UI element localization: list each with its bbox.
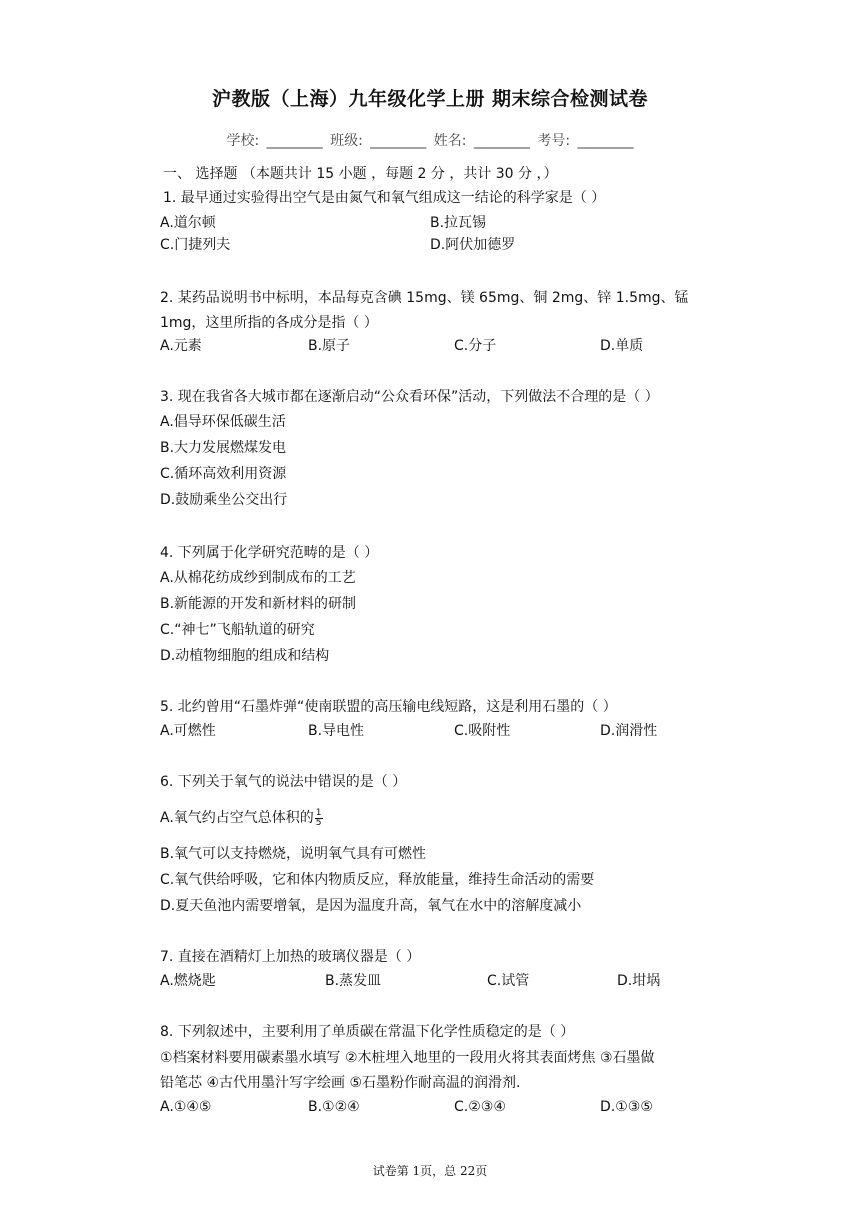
question-1-option-a: A.道尔顿 [160,215,216,231]
student-info-line: 学校: ________ 班级: ________ 姓名: ________ 考号: ________ [226,133,634,149]
question-2-option-c: C.分子 [454,338,497,354]
question-8-option-b: B.①②④ [308,1099,360,1115]
question-4-option-a: A.从棉花纺成纱到制成布的工艺 [160,570,356,586]
question-7-option-b: B.蒸发皿 [325,973,382,989]
question-4-stem: 4. 下列属于化学研究范畴的是（ ） [160,545,379,561]
question-6-option-b: B.氧气可以支持燃烧，说明氧气具有可燃性 [160,846,427,862]
question-6-stem: 6. 下列关于氧气的说法中错误的是（ ） [160,774,407,790]
question-5-option-a: A.可燃性 [160,723,216,739]
section-heading: 一、 选择题 （本题共计 15 小题 ，每题 2 分 ，共计 30 分 ，） [163,166,558,182]
question-1-stem: 1. 最早通过实验得出空气是由氮气和氧气组成这一结论的科学家是（ ） [163,190,606,206]
question-8-option-a: A.①④⑤ [160,1099,212,1115]
fraction-numerator: 1 [315,807,322,818]
question-3-option-c: C.循环高效利用资源 [160,466,287,482]
question-2-option-a: A.元素 [160,338,202,354]
question-3-option-b: B.大力发展燃煤发电 [160,440,287,456]
exam-title: 沪教版（上海）九年级化学上册 期末综合检测试卷 [211,88,649,110]
question-7-option-d: D.坩埚 [617,973,661,989]
question-2-option-d: D.单质 [600,338,644,354]
question-5-option-c: C.吸附性 [454,723,511,739]
question-1-option-c: C.门捷列夫 [160,237,231,253]
question-7-option-a: A.燃烧匙 [160,973,216,989]
question-6-option-c: C.氧气供给呼吸，它和体内物质反应，释放能量，维持生命活动的需要 [160,872,595,888]
question-4-option-c: C.“神七”飞船轨道的研究 [160,622,315,638]
question-5-stem: 5. 北约曾用“石墨炸弹“使南联盟的高压输电线短路，这是利用石墨的（ ） [160,699,617,715]
question-3-option-a: A.倡导环保低碳生活 [160,414,286,430]
question-8-option-c: C.②③④ [454,1099,506,1115]
question-1-option-b: B.拉瓦锡 [430,215,487,231]
question-7-option-c: C.试管 [487,973,530,989]
question-2-option-b: B.原子 [308,338,351,354]
question-3-option-d: D.鼓励乘坐公交出行 [160,492,288,508]
question-6-option-a [160,808,323,828]
fraction-denominator: 5 [315,817,322,828]
question-1-option-d: D.阿伏加德罗 [430,237,516,253]
question-4-option-b: B.新能源的开发和新材料的研制 [160,596,357,612]
fraction-one-fifth [315,809,323,828]
question-5-option-d: D.润滑性 [600,723,658,739]
question-4-option-d: D.动植物细胞的组成和结构 [160,648,330,664]
question-8-statements-line1: ①档案材料要用碳素墨水填写 ②木桩埋入地里的一段用火将其表面烤焦 ③石墨做 [160,1050,655,1066]
question-2-stem-line2: 1mg，这里所指的各成分是指（ ） [160,315,378,331]
question-8-option-d: D.①③⑤ [600,1099,653,1115]
page-footer: 试卷第 1页，总 22页 [372,1164,488,1178]
question-6-option-a-text: A.氧气约占空气总体积的 [160,810,314,826]
question-8-stem: 8. 下列叙述中，主要利用了单质碳在常温下化学性质稳定的是（ ） [160,1024,575,1040]
question-2-stem-line1: 2. 某药品说明书中标明，本品每克含碘 15mg、镁 65mg、铜 2mg、锌 1.5mg、锰 [160,290,689,306]
question-8-statements-line2: 铅笔芯 ④古代用墨汁写字绘画 ⑤石墨粉作耐高温的润滑剂. [160,1075,521,1091]
question-7-stem: 7. 直接在酒精灯上加热的玻璃仪器是（ ） [160,949,421,965]
question-6-option-d: D.夏天鱼池内需要增氧，是因为温度升高，氧气在水中的溶解度减小 [160,898,582,914]
question-5-option-b: B.导电性 [308,723,365,739]
question-3-stem: 3. 现在我省各大城市都在逐渐启动“公众看环保”活动，下列做法不合理的是（ ） [160,389,659,405]
